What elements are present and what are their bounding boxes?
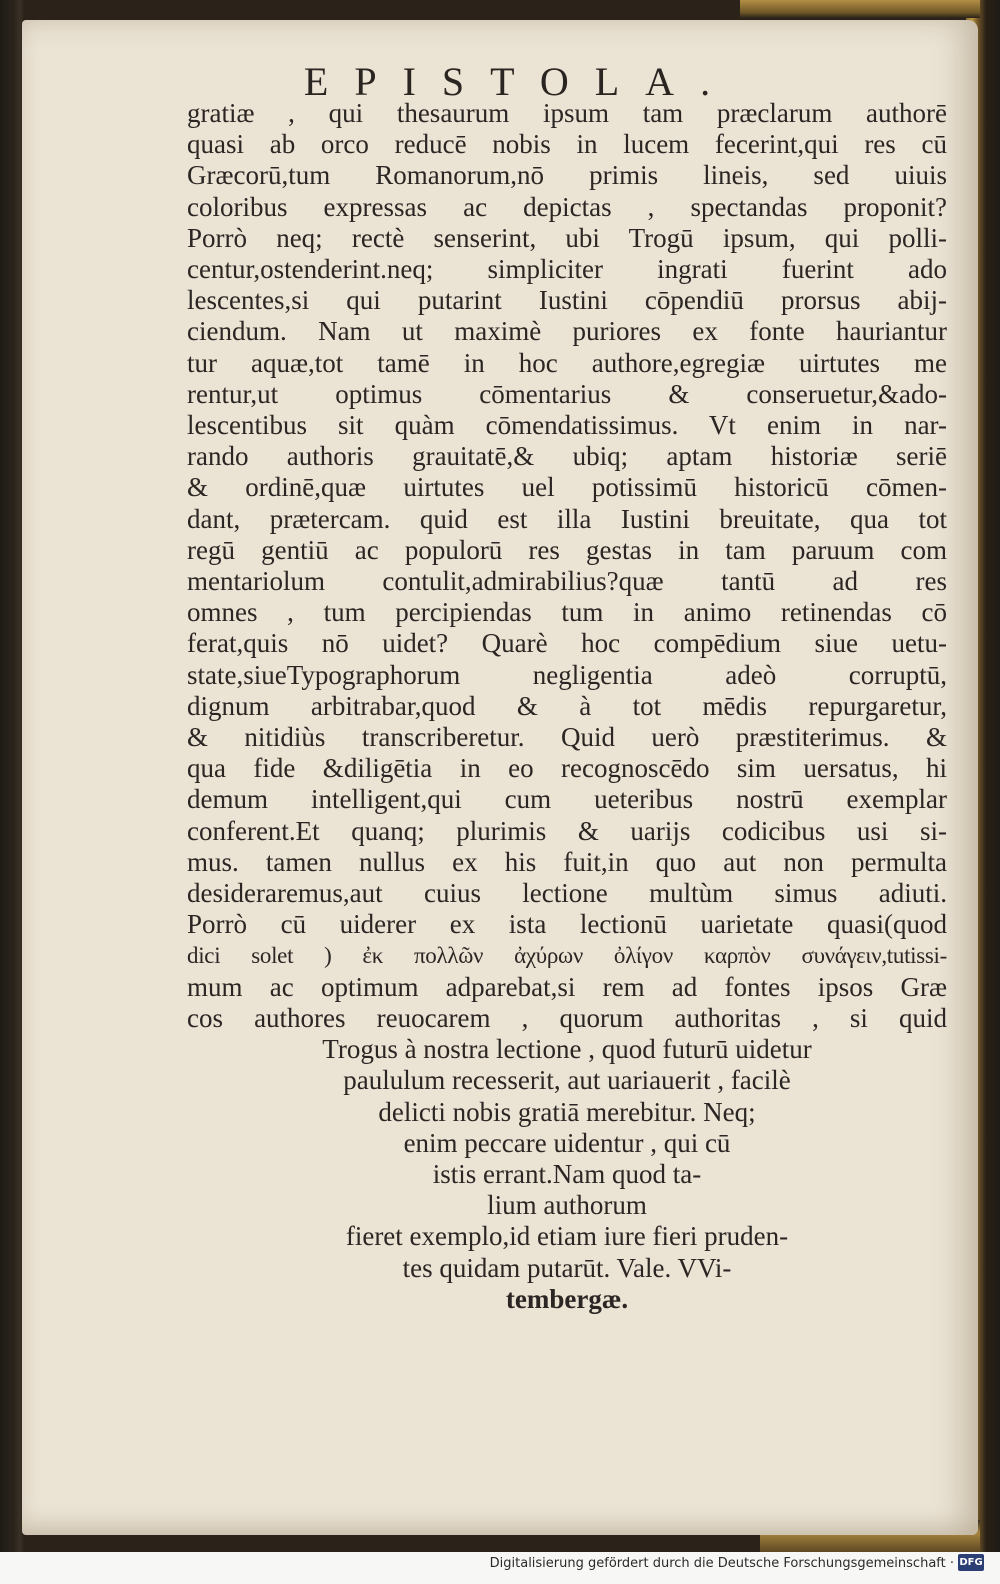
text-line: cos authores reuocarem , quorum authoritas , si quid [187, 1002, 947, 1033]
text-line: ciendum. Nam ut maximè puriores ex fonte hauriantur [187, 316, 947, 347]
text-line: quasi ab orco reducē nobis in lucem fecerint,qui res cū [187, 129, 947, 160]
text-line: omnes , tum percipiendas tum in animo retinendas cō [187, 597, 947, 628]
taper-line: paululum recesserit, aut uariauerit , facilè [343, 1065, 791, 1096]
taper-line: tembergæ. [505, 1283, 629, 1314]
footer-credit: Digitalisierung gefördert durch die Deutsche Forschungsgemeinschaft · [489, 1556, 954, 1571]
text-line: lescentibus sit quàm cōmendatissimus. Vt enim in nar- [187, 410, 947, 441]
text-line: Porrò neq; rectè senserint, ubi Trogū ipsum, qui polli- [187, 222, 947, 253]
text-line: Porrò cū uiderer ex ista lectionū uarietate quasi(quod [187, 909, 947, 940]
text-line: dignum arbitrabar,quod & à tot mēdis repurgaretur, [187, 690, 947, 721]
body-text [187, 98, 947, 1315]
text-line: rando authoris grauitatē,& ubiq; aptam historiæ seriē [187, 441, 947, 472]
text-line: mentariolum contulit,admirabilius?quæ tantū ad res [187, 566, 947, 597]
taper-line: fieret exemplo,id etiam iure fieri pruden- [345, 1221, 789, 1252]
text-line: centur,ostenderint.neq; simpliciter ingrati fuerint ado [187, 254, 947, 285]
taper-line: Trogus à nostra lectione , quod futurū uidetur [322, 1034, 812, 1065]
text-line: gratiæ , qui thesaurum ipsum tam præclarum authorē [187, 98, 947, 128]
taper-line: istis errant.Nam quod ta- [432, 1158, 702, 1189]
taper-line: lium authorum [487, 1190, 647, 1221]
book-page [22, 20, 978, 1535]
text-line: mus. tamen nullus ex his fuit,in quo aut non permulta [187, 846, 947, 877]
text-line: Græcorū,tum Romanorum,nō primis lineis, sed uiuis [187, 160, 947, 191]
text-line: desideraremus,aut cuius lectione multùm simus adiuti. [187, 878, 947, 909]
text-line: mum ac optimum adparebat,si rem ad fontes ipsos Græ [187, 971, 947, 1002]
text-line: coloribus expressas ac depictas , spectandas proponit? [187, 191, 947, 222]
text-line: ferat,quis nō uidet? Quarè hoc compēdium siue uetu- [187, 628, 947, 659]
dfg-logo: DFG [958, 1554, 984, 1571]
text-line: state,siueTypographorum negligentia adeò corruptū, [187, 659, 947, 690]
text-line: dant, prætercam. quid est illa Iustini breuitate, qua tot [187, 503, 947, 534]
text-line: tur aquæ,tot tamē in hoc authore,egregiæ uirtutes me [187, 347, 947, 378]
text-line: demum intelligent,qui cum ueteribus nostrū exemplar [187, 784, 947, 815]
taper-line: tes quidam putarūt. Vale. VVi- [402, 1252, 732, 1283]
text-line: qua fide &diligētia in eo recognoscēdo sim uersatus, hi [187, 753, 947, 784]
book-top-edge [740, 0, 980, 18]
text-line: regū gentiū ac populorū res gestas in tam paruum com [187, 534, 947, 565]
text-line: dici solet ) ἐκ πολλῶν ἀχύρων ὀλίγον καρπὸν συνάγειν,tutissi- [187, 943, 947, 969]
text-line: conferent.Et quanq; plurimis & uarijs codicibus usi si- [187, 815, 947, 846]
text-line: rentur,ut optimus cōmentarius & conseruetur,&ado- [187, 378, 947, 409]
taper-line: enim peccare uidentur , qui cū [403, 1127, 731, 1158]
text-line: & ordinē,quæ uirtutes uel potissimū historicū cōmen- [187, 472, 947, 503]
text-line: & nitidiùs transcriberetur. Quid uerò præstiterimus. & [187, 722, 947, 753]
text-line: lescentes,si qui putarint Iustini cōpendiū prorsus abij- [187, 285, 947, 316]
running-head: EPISTOLA. [303, 59, 737, 104]
taper-line: delicti nobis gratiā merebitur. Neq; [378, 1096, 756, 1127]
